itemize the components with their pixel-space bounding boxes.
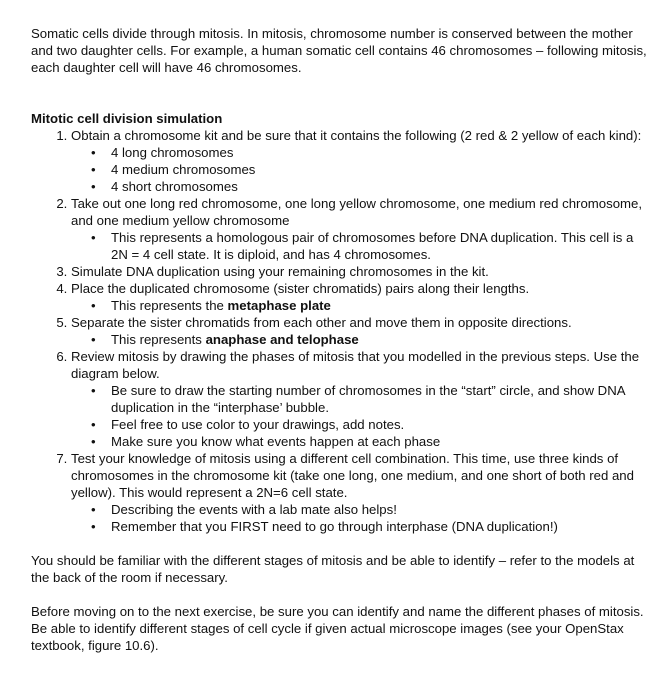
step-item	[71, 263, 647, 280]
bullet-item: • Make sure you know what events happen at each phase	[111, 433, 647, 450]
bullet-text: This represents	[111, 332, 206, 347]
bullet-item: • This represents a homologous pair of chromosomes before DNA duplication. This cell is a 2N = 4 cell state. It is diploid, and has 4 chromosomes.	[111, 229, 647, 263]
section-heading: Mitotic cell division simulation	[31, 111, 223, 126]
step-item	[71, 450, 647, 535]
step-text: Review mitosis by drawing the phases of mitosis that you modelled in the previous steps. Use the diagram below.	[71, 349, 640, 381]
bullet-item: • Feel free to use color to your drawings, add notes.	[111, 416, 647, 433]
bullet-item	[111, 297, 647, 314]
step-text: Take out one long red chromosome, one long yellow chromosome, one medium red chromosome, and one medium yellow chromosome	[71, 196, 643, 228]
step-bullets	[71, 331, 647, 348]
bullet-item: • Describing the events with a lab mate also helps!	[111, 501, 647, 518]
closing-paragraph: Before moving on to the next exercise, be sure you can identify and name the different phases of mitosis. Be able to identify different stages of cell cycle if given actual microscope images (see your OpenStax textbook, figure 10.6).	[31, 604, 644, 653]
bullet-item: • Be sure to draw the starting number of chromosomes in the “start” circle, and show DNA duplication in the “interphase’ bubble.	[111, 382, 647, 416]
step-text: Test your knowledge of mitosis using a different cell combination. This time, use three kinds of chromosomes in the chromosome kit (take one long, one medium, and one short of both red and yellow). This would represent a 2N=6 cell state.	[71, 451, 634, 500]
step-text: Obtain a chromosome kit and be sure that it contains the following (2 red & 2 yellow of each kind):	[71, 128, 642, 143]
step-text: Separate the sister chromatids from each other and move them in opposite directions.	[71, 315, 572, 330]
closing-paragraph: You should be familiar with the different stages of mitosis and be able to identify – refer to the models at the back of the room if necessary.	[31, 553, 635, 585]
step-bullets	[71, 144, 647, 195]
bullet-item: • 4 medium chromosomes	[111, 161, 647, 178]
step-item	[71, 127, 647, 195]
steps-list	[31, 127, 647, 535]
step-text: Simulate DNA duplication using your remaining chromosomes in the kit.	[71, 264, 489, 279]
bullet-item: • 4 short chromosomes	[111, 178, 647, 195]
bold-term: anaphase and telophase	[205, 332, 359, 347]
step-bullets	[71, 382, 647, 450]
bullet-text: This represents the	[111, 298, 228, 313]
bullet-item: • 4 long chromosomes	[111, 144, 647, 161]
bullet-item: • Remember that you FIRST need to go through interphase (DNA duplication!)	[111, 518, 647, 535]
step-bullets	[71, 501, 647, 535]
intro-paragraph: Somatic cells divide through mitosis. In mitosis, chromosome number is conserved between the mother and two daughter cells. For example, a human somatic cell contains 46 chromosomes – following mitosis, each daughter cell will have 46 chromosomes.	[31, 26, 647, 75]
step-bullets	[71, 297, 647, 314]
step-item	[71, 195, 647, 263]
step-item	[71, 280, 647, 314]
step-item	[71, 348, 647, 450]
step-text: Place the duplicated chromosome (sister chromatids) pairs along their lengths.	[71, 281, 530, 296]
bold-term: metaphase plate	[227, 298, 331, 313]
bullet-item	[111, 331, 647, 348]
step-bullets	[71, 229, 647, 263]
step-item	[71, 314, 647, 348]
